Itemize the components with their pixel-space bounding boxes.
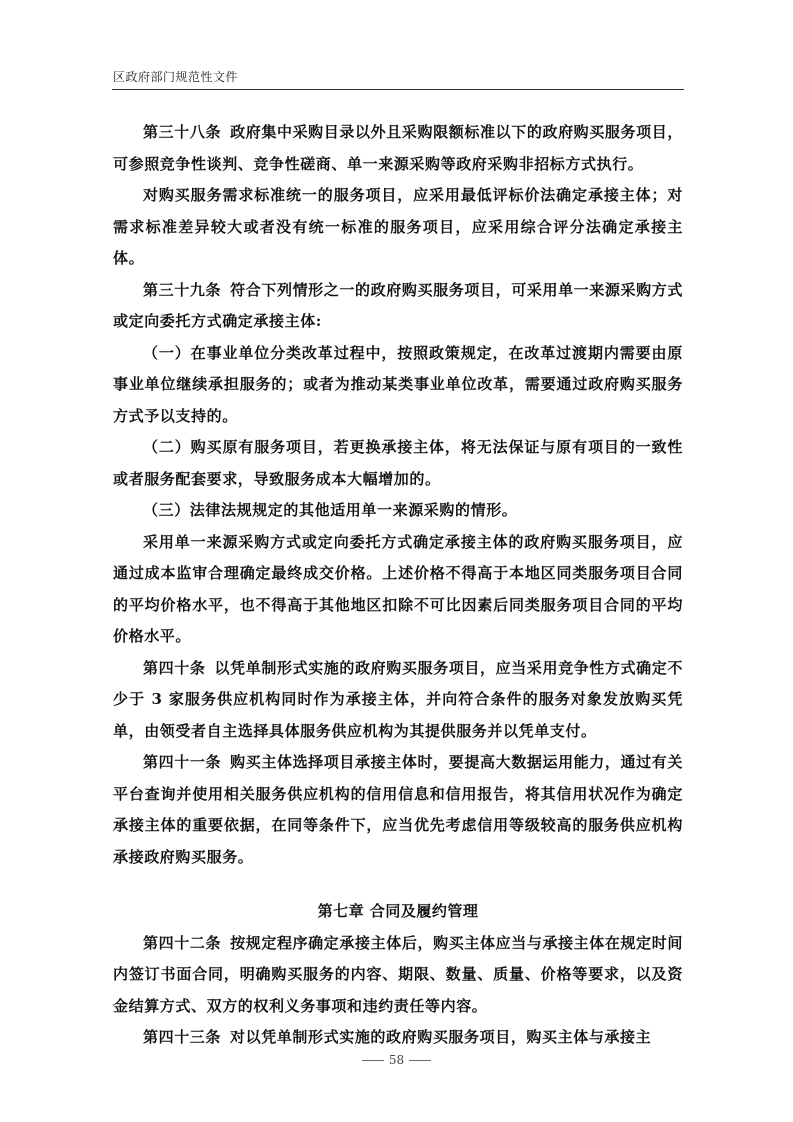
paragraph-text: 对购买服务需求标准统一的服务项目，应采用最低评标价法确定承接主体；对需求标准差异较大或者没有统一标准的服务项目，应采用综合评分法确定承接主体。 (113, 186, 683, 267)
article-label: 第四十二条 (143, 933, 222, 952)
list-item-3 (113, 495, 683, 527)
article-43 (113, 1022, 683, 1054)
paragraph-text: （二）购买原有服务项目，若更换承接主体，将无法保证与原有项目的一致性或者服务配套要求，导致服务成本大幅增加的。 (113, 438, 683, 488)
document-body (113, 117, 683, 1054)
article-text: 符合下列情形之一的政府购买服务项目，可采用单一来源采购方式或定向委托方式确定承接主体: (113, 280, 683, 330)
article-39 (113, 275, 683, 338)
article-41 (113, 747, 683, 873)
paragraph-text: 采用单一来源采购方式或定向委托方式确定承接主体的政府购买服务项目，应通过成本监审合理确定最终成交价格。上述价格不得高于本地区同类服务项目合同的平均价格水平，也不得高于其他地区扣除不可比因素后同类服务项目合同的平均价格水平。 (113, 532, 683, 645)
paragraph-text: （一）在事业单位分类改革过程中，按照政策规定，在改革过渡期内需要由原事业单位继续承担服务的；或者为推动某类事业单位改革，需要通过政府购买服务方式予以支持的。 (113, 343, 683, 425)
article-label: 第三十九条 (143, 280, 222, 299)
footer-dash-left (362, 1060, 384, 1061)
article-label: 第四十一条 (143, 753, 222, 771)
article-text: 按规定程序确定承接主体后，购买主体应当与承接主体在规定时间内签订书面合同，明确购买服务的内容、期限、数量、质量、价格等要求，以及资金结算方式、双方的权利义务事项和违约责任等内容。 (113, 933, 683, 1015)
article-text: 政府集中采购目录以外且采购限额标准以下的政府购买服务项目，可参照竞争性谈判、竞争性磋商、单一来源采购等政府采购非招标方式执行。 (113, 123, 683, 173)
paragraph (113, 527, 683, 653)
list-item-2 (113, 432, 683, 495)
article-text: 购买主体选择项目承接主体时，要提高大数据运用能力，通过有关平台查询并使用相关服务供应机构的信用信息和信用报告，将其信用状况作为确定承接主体的重要依据，在同等条件下，应当优先考虑信用等级较高的服务供应机构承接政府购买服务。 (113, 753, 683, 866)
running-header: 区政府部门规范性文件 (113, 70, 239, 84)
page-number: 58 (388, 1053, 405, 1067)
article-text: 对以凭单制形式实施的政府购买服务项目，购买主体与承接主 (230, 1028, 652, 1046)
article-42 (113, 928, 683, 1023)
chapter-heading: 第七章 合同及履约管理 (317, 902, 479, 920)
article-label: 第三十八条 (143, 123, 222, 141)
paragraph (113, 180, 683, 275)
article-38 (113, 117, 683, 180)
list-item-1 (113, 338, 683, 433)
article-text: 以凭单制形式实施的政府购买服务项目，应当采用竞争性方式确定不少于 3 家服务供应机构同时作为承接主体，并向符合条件的服务对象发放购买凭单，由领受者自主选择具体服务供应机构为其提供服务并以凭单支付。 (113, 658, 683, 740)
article-label: 第四十条 (143, 658, 206, 677)
header-rule (112, 89, 684, 90)
footer-dash-right (409, 1060, 431, 1061)
page-footer (0, 1053, 793, 1067)
article-label: 第四十三条 (143, 1028, 222, 1046)
paragraph-text: （三）法律法规规定的其他适用单一来源采购的情形。 (143, 501, 518, 519)
article-40 (113, 653, 683, 748)
